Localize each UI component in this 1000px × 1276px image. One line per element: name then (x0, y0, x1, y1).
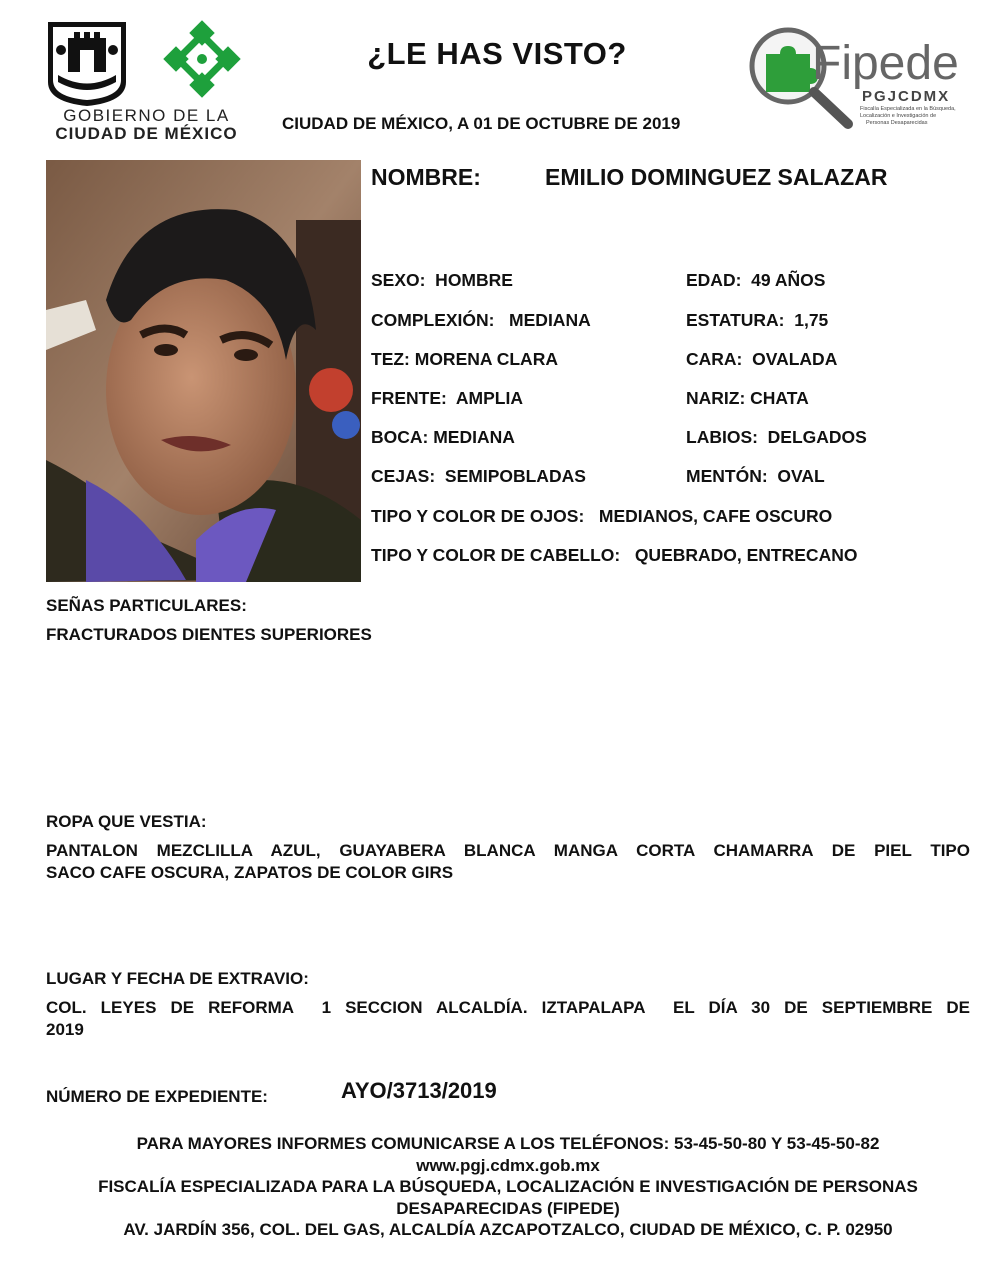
date-line: CIUDAD DE MÉXICO, A 01 DE OCTUBRE DE 2019 (282, 114, 681, 133)
fipede-small-1: Fiscalía Especializada en la Búsqueda, (860, 106, 956, 112)
field-complexion: COMPLEXIÓN: MEDIANA (371, 310, 591, 330)
fipede-small-3: Personas Desaparecidas (866, 120, 928, 126)
gov-logo-line2: CIUDAD DE MÉXICO (55, 124, 238, 143)
field-estatura: ESTATURA: 1,75 (686, 310, 829, 330)
person-photo (46, 160, 361, 582)
field-tez: TEZ: MORENA CLARA (371, 349, 558, 369)
field-cabello: TIPO Y COLOR DE CABELLO: QUEBRADO, ENTRECANO (371, 545, 858, 565)
senas-text: FRACTURADOS DIENTES SUPERIORES (46, 625, 372, 644)
field-edad: EDAD: 49 AÑOS (686, 270, 826, 290)
expediente-label: NÚMERO DE EXPEDIENTE: (46, 1087, 268, 1106)
fipede-brand: Fipede (812, 37, 959, 90)
page-title: ¿LE HAS VISTO? (367, 36, 627, 71)
field-cara: CARA: OVALADA (686, 349, 838, 369)
expediente-value: AYO/3713/2019 (341, 1078, 497, 1103)
field-menton: MENTÓN: OVAL (686, 466, 825, 486)
ropa-line1: PANTALON MEZCLILLA AZUL, GUAYABERA BLANCA MANGA CORTA CHAMARRA DE PIEL TIPO (46, 841, 970, 860)
name-value: EMILIO DOMINGUEZ SALAZAR (545, 164, 888, 190)
senas-label: SEÑAS PARTICULARES: (46, 596, 247, 615)
field-boca: BOCA: MEDIANA (371, 427, 515, 447)
footer-phones: PARA MAYORES INFORMES COMUNICARSE A LOS TELÉFONOS: 53-45-50-80 Y 53-45-50-82 (136, 1134, 880, 1153)
fipede-logo (748, 22, 976, 132)
fipede-small-2: Localización e Investigación de (860, 113, 937, 119)
field-sexo: SEXO: HOMBRE (371, 270, 513, 290)
footer (40, 1133, 976, 1241)
name-label: NOMBRE: (371, 164, 481, 190)
field-ojos: TIPO Y COLOR DE OJOS: MEDIANOS, CAFE OSCURO (371, 506, 833, 526)
lugar-line2: 2019 (46, 1020, 84, 1039)
ropa-line2: SACO CAFE OSCURA, ZAPATOS DE COLOR GIRS (46, 863, 454, 882)
footer-address: AV. JARDÍN 356, COL. DEL GAS, ALCALDÍA AZCAPOTZALCO, CIUDAD DE MÉXICO, C. P. 02950 (123, 1220, 893, 1239)
field-labios: LABIOS: DELGADOS (686, 427, 867, 447)
lugar-label: LUGAR Y FECHA DE EXTRAVIO: (46, 969, 309, 988)
ropa-label: ROPA QUE VESTIA: (46, 812, 207, 831)
lugar-line1: COL. LEYES DE REFORMA 1 SECCION ALCALDÍA. IZTAPALAPA EL DÍA 30 DE SEPTIEMBRE DE (46, 998, 970, 1017)
field-cejas: CEJAS: SEMIPOBLADAS (371, 466, 586, 486)
footer-website[interactable]: www.pgj.cdmx.gob.mx (416, 1155, 600, 1175)
field-nariz: NARIZ: CHATA (686, 388, 809, 408)
footer-agency: FISCALÍA ESPECIALIZADA PARA LA BÚSQUEDA, LOCALIZACIÓN E INVESTIGACIÓN DE PERSONAS (98, 1177, 918, 1196)
footer-agency-cont: DESAPARECIDAS (FIPEDE) (396, 1198, 620, 1218)
fipede-sub: PGJCDMX (862, 88, 951, 105)
gov-logo-line1: GOBIERNO DE LA (63, 106, 230, 125)
field-frente: FRENTE: AMPLIA (371, 388, 523, 408)
